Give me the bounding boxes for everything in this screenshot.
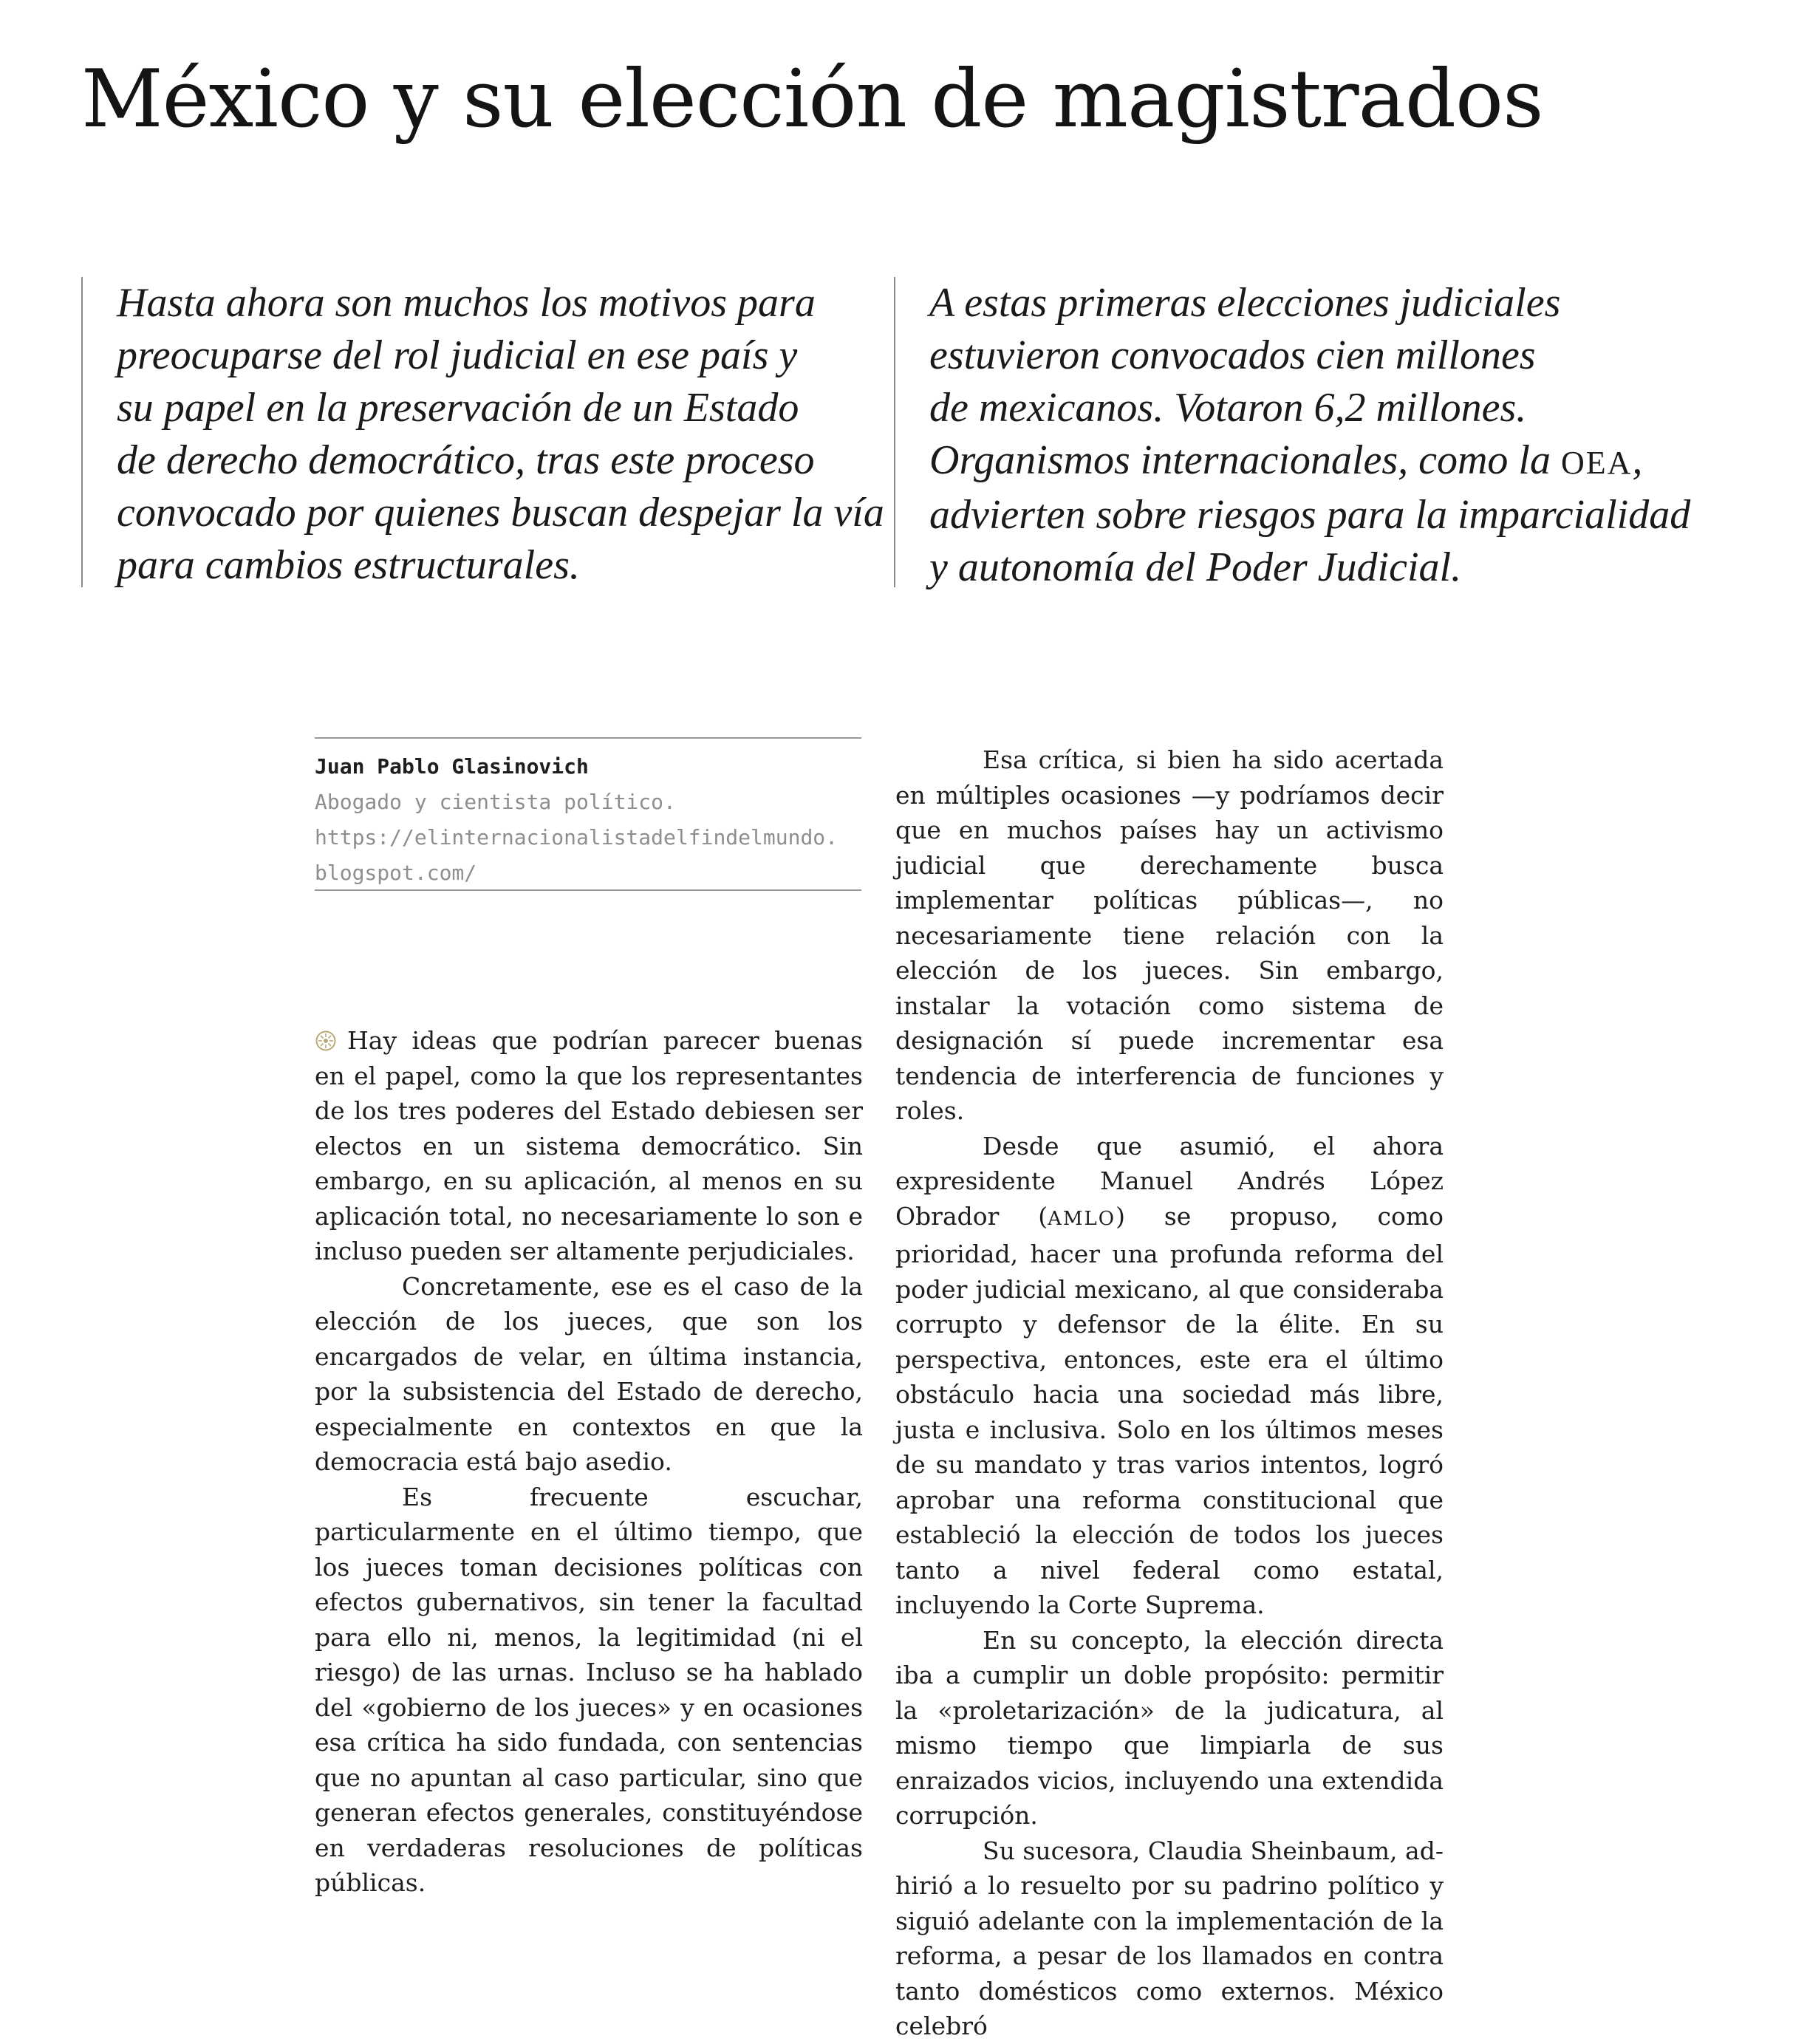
author-role: Abogado y cientista político. [315, 790, 676, 814]
ornament-circle-icon [315, 1030, 337, 1052]
body-paragraph: Concretamente, ese es el caso de la elección de los jueces, que son los encargados de velar, en última instancia, por la subsistencia del Estado de derecho, especialmente en contextos en que la democracia está bajo asedio. [315, 1271, 863, 1476]
body-text: Hay ideas que podrían parecer buenas en el papel, como la que los representantes de los tres poderes del Estado debiesen ser electos en un sistema democrático. Sin embargo, en su aplicación, al menos en su aplicación total, no necesariamente lo son e incluso pueden ser altamente perjudiciales. [315, 1026, 863, 1265]
author-name: Juan Pablo Glasinovich [315, 754, 589, 779]
body-text: ) se propuso, como prioridad, hacer una profunda reforma del poder judicial mexicano, al que consideraba corrupto y defensor de la élite. En su perspectiva, entonces, este era el último obstáculo hacia una sociedad más libre, justa e inclusiva. Solo en los últimos meses de su mandato y tras varios intentos, logró aprobar una reforma constitucional que estableció la elección de todos los jueces tanto a nivel federal como estatal, incluyendo la Corte Suprema. [895, 1201, 1444, 1619]
lead-right-line: A estas primeras elecciones judiciales [929, 280, 1561, 326]
body-paragraph: En su concepto, la elección directa iba a cumplir un doble propósito: permitir la «proletarización» de la judicatura, al mismo tiempo que limpiarla de sus enraizados vicios, incluyendo una extendida corrupción. [895, 1625, 1444, 1830]
lead-left-line: Hasta ahora son muchos los motivos para [117, 280, 816, 326]
author-url[interactable]: https://elinternacionalistadelfindelmundo. [315, 825, 838, 850]
lead-quote-right-text [895, 277, 1749, 594]
lead-right-text: , [1632, 437, 1643, 483]
lead-right-line: advierten sobre riesgos para la imparcialidad [929, 492, 1691, 538]
abbr-oea: OEA [1560, 445, 1633, 481]
lead-left-line: para cambios estructurales. [117, 542, 580, 588]
lead-left-line: preocuparse del rol judicial en ese país y [117, 332, 798, 378]
lead-right-text: Organismos internacionales, como la [929, 437, 1561, 483]
article-title: México y su elección de magistrados [81, 53, 1543, 146]
lead-right-line: y autonomía del Poder Judicial. [929, 544, 1462, 590]
lead-right-line: de mexicanos. Votaron 6,2 millones. [929, 385, 1527, 431]
body-paragraph [895, 1129, 1444, 1623]
body-text: Desde que asumió, el ahora expresidente Manuel Andrés López Obrador ( [895, 1131, 1444, 1231]
body-column-right [895, 742, 1444, 2044]
lead-right-line [929, 434, 1749, 489]
lead-left-line: convocado por quienes buscan despejar la vía [117, 490, 884, 536]
body-paragraph [315, 1023, 863, 1269]
abbr-amlo: AMLO [1048, 1207, 1116, 1230]
body-column-left [315, 1023, 863, 1901]
author-url-continued[interactable]: blogspot.com/ [315, 861, 477, 885]
lead-right-line: estuvieron convocados cien millones [929, 332, 1536, 378]
lead-left-line: de derecho democrático, tras este proceso [117, 437, 815, 483]
lead-quote-left-text [83, 277, 884, 592]
body-paragraph: Esa crítica, si bien ha sido acertada en múltiples ocasiones —y podríamos decir que en muchos países hay un activismo judicial que derechamente busca implementar políticas públicas—, no necesariamente tiene relación con la elección de los jueces. Sin embargo, instalar la votación como sistema de designación sí puede incrementar esa tendencia de interferencia de funciones y roles. [895, 745, 1444, 1125]
lead-quote-right [894, 277, 1766, 590]
body-paragraph: Es frecuente escuchar, particularmente en el último tiempo, que los jueces toman decisiones políticas con efectos gubernativos, sin tener la facultad para ello ni, menos, la legitimidad (ni el riesgo) de las urnas. Incluso se ha hablado del «gobierno de los jueces» y en ocasiones esa crítica ha sido fundada, con sentencias que no apuntan al caso particular, sino que generan efectos generales, constituyéndose en verdaderas resoluciones de políticas públicas. [315, 1482, 863, 1897]
body-paragraph: Su sucesora, Claudia Sheinbaum, adhirió a lo resuelto por su padrino político y siguió adelante con la implementación de la reforma, a pesar de los llamados en contra tanto domésticos como externos. México celebró [895, 1836, 1444, 2040]
author-byline [315, 737, 861, 891]
lead-quote-left [81, 277, 884, 588]
lead-left-line: su papel en la preservación de un Estado [117, 385, 799, 431]
